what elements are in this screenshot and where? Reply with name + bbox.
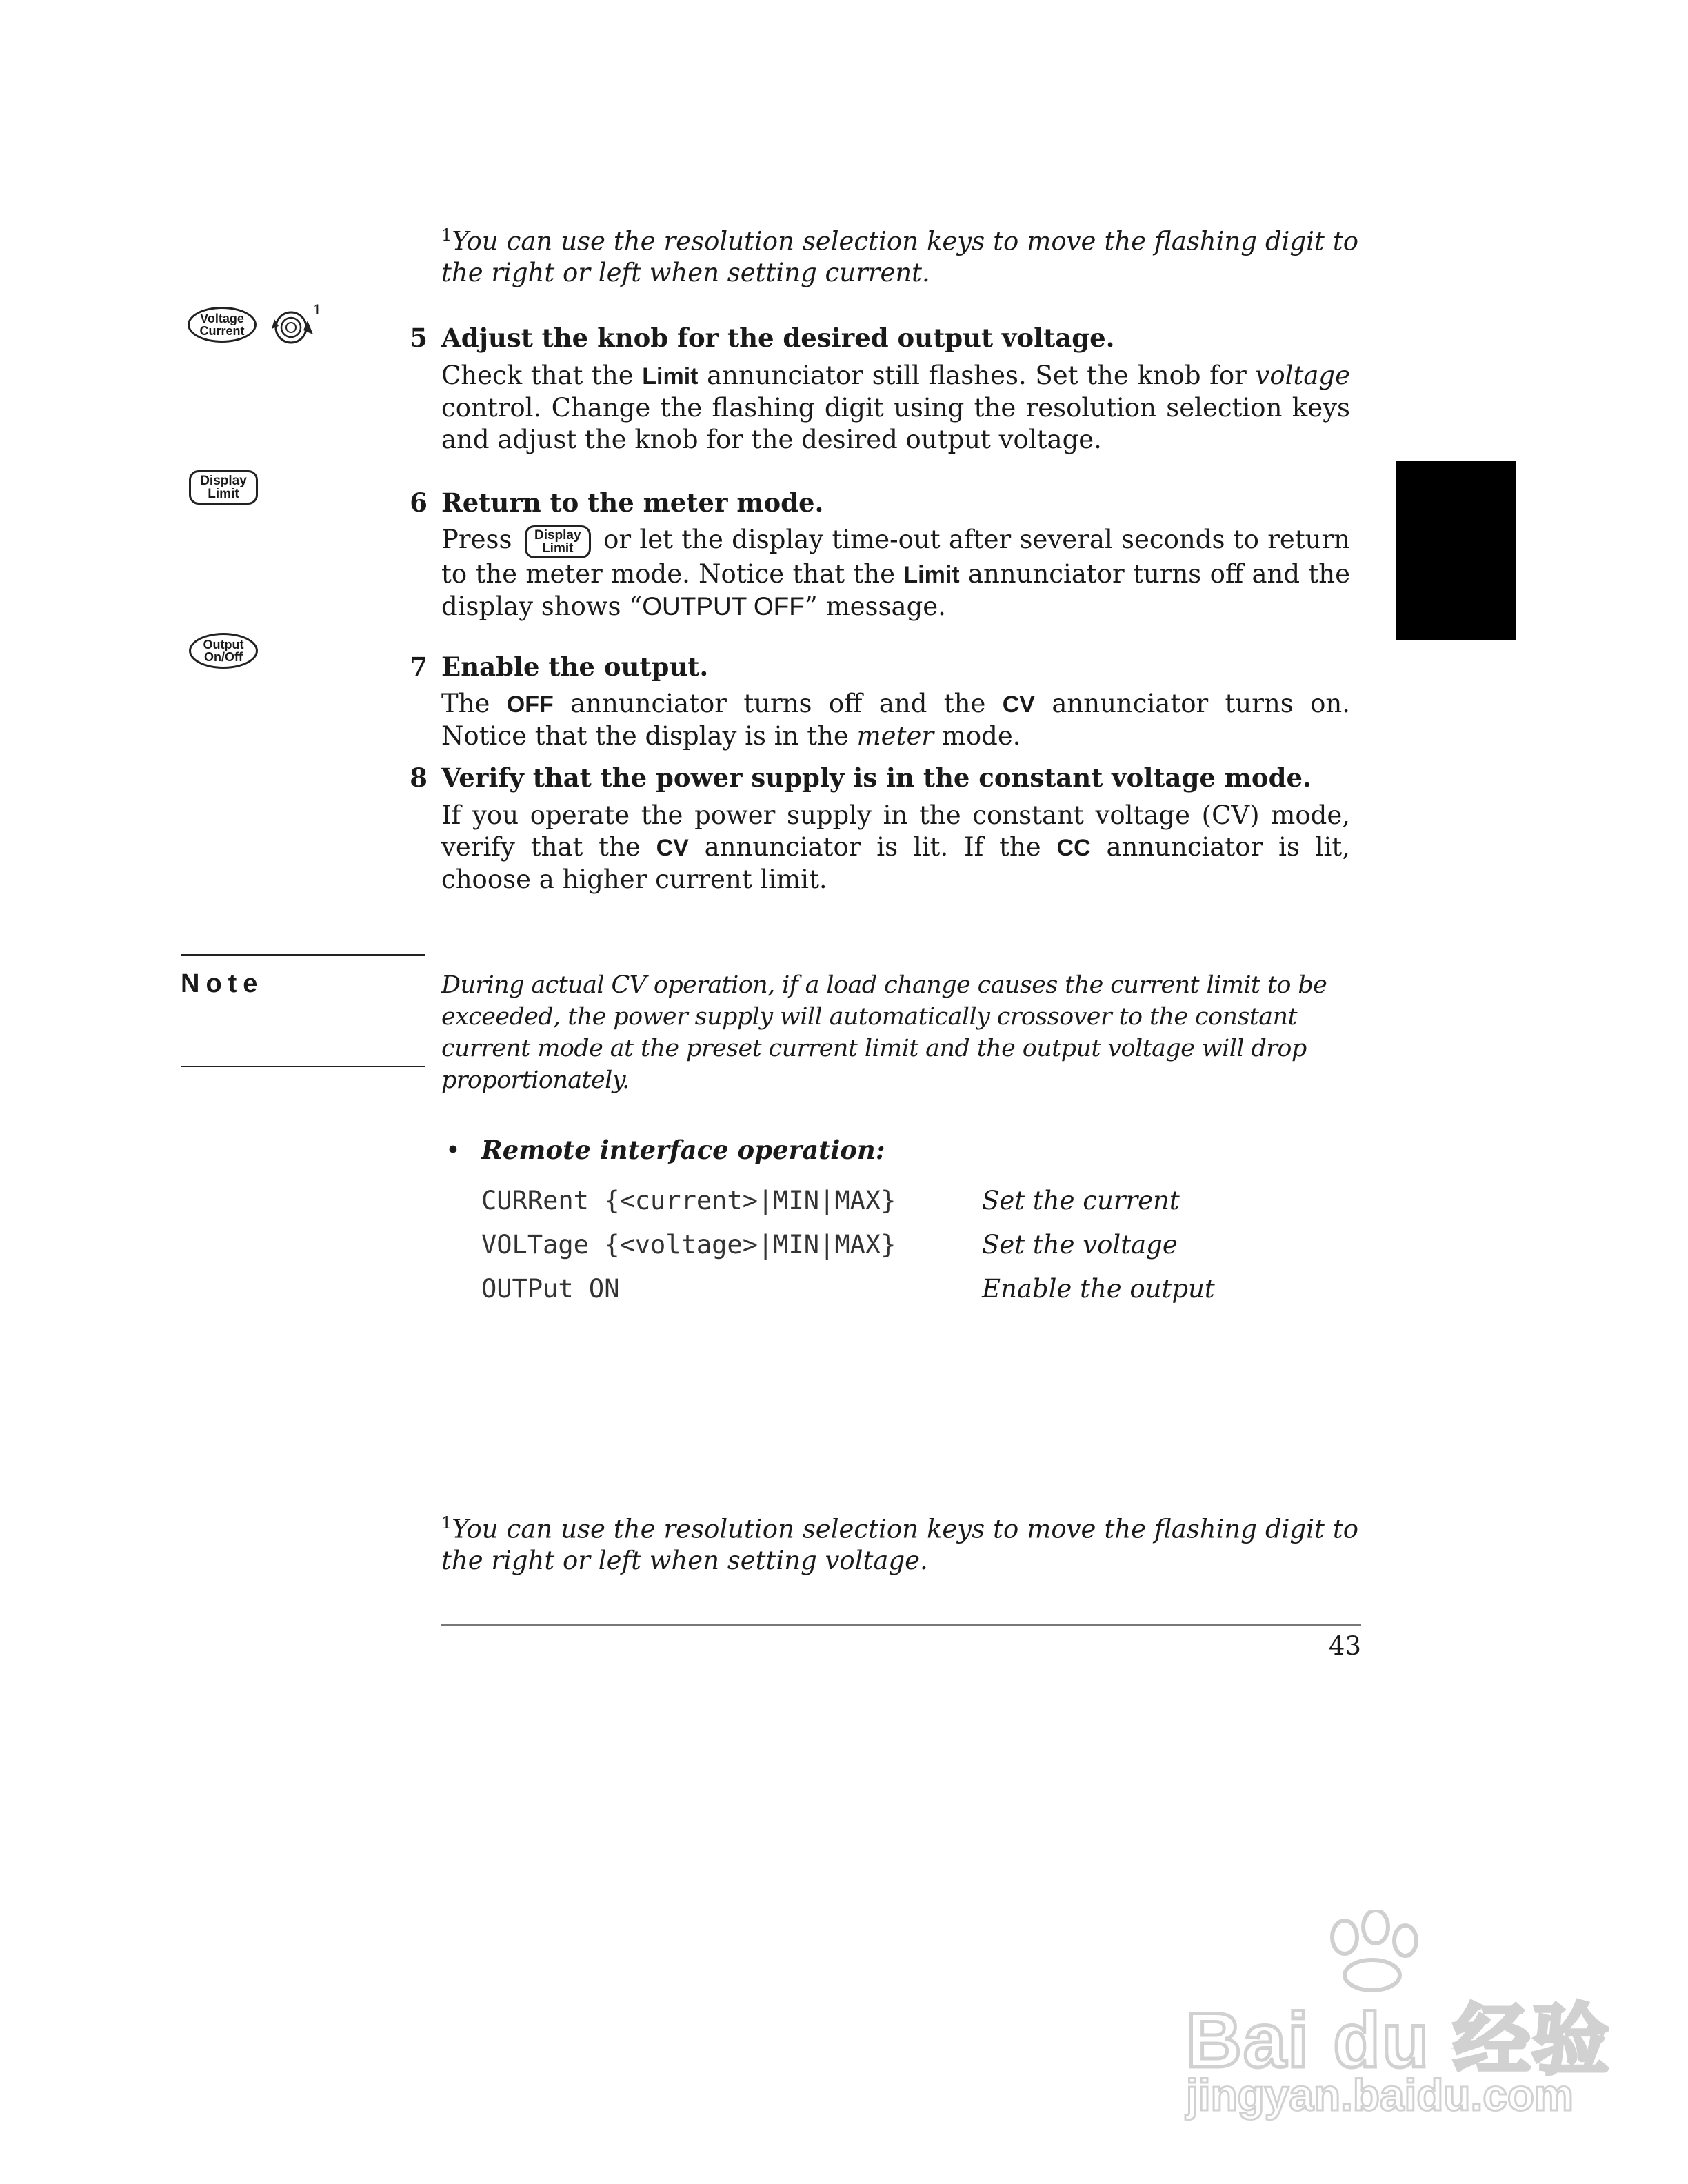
emphasis: meter [856, 721, 934, 751]
chapter-tab-marker [1396, 461, 1516, 640]
page-number: 43 [1328, 1631, 1361, 1661]
step-body [441, 800, 1350, 896]
key-line: Display [200, 474, 247, 488]
cv-annunciator: CV [656, 835, 689, 861]
key-line: Display [534, 527, 581, 543]
text-run: mode. [941, 721, 1021, 751]
text-run: Check that the [441, 361, 634, 390]
remote-heading [445, 1135, 885, 1165]
command: VOLTage {<voltage>|MIN|MAX} [481, 1230, 896, 1260]
key-line: Limit [542, 540, 574, 556]
step-body [441, 360, 1350, 456]
emphasis: voltage [1255, 361, 1350, 390]
watermark-brand: Bai du 经验 [1186, 1997, 1611, 2083]
text-run: ” message. [804, 591, 946, 621]
command-description: Set the voltage [982, 1230, 1178, 1260]
text-run: annunciator turns off and the display shows “ [441, 558, 1350, 621]
command-table [481, 1179, 1378, 1311]
text-run: The [441, 689, 490, 718]
remote-heading-text: Remote interface operation: [481, 1135, 885, 1165]
footnote-text: You can use the resolution selection keys to move the flashing digit to the right or left when setting voltage. [441, 1514, 1358, 1576]
display-limit-key-inline [525, 525, 591, 558]
voltage-current-key-group [188, 301, 332, 347]
step-body [441, 524, 1350, 623]
note-rule-bottom [181, 1066, 425, 1067]
key-line: Voltage [200, 312, 244, 325]
note-rule-top [181, 954, 425, 956]
note-text: During actual CV operation, if a load change causes the current limit to be exceeded, the power supply will automatically crossover to the constant current mode at the preset current limit and the output voltage will drop proportionately. [441, 971, 1327, 1094]
command-row [481, 1223, 1378, 1267]
knob-marker: 1 [313, 301, 322, 318]
text-run: control. Change the flashing digit using the resolution selection keys and adjust the knob for the desired output voltage. [441, 393, 1350, 454]
cc-annunciator: CC [1056, 835, 1091, 861]
command-row [481, 1267, 1378, 1311]
command: OUTPut ON [481, 1274, 620, 1304]
footnote-text: You can use the resolution selection keys to move the flashing digit to the right or left when setting current. [441, 226, 1358, 288]
limit-annunciator: Limit [642, 363, 699, 390]
key-line: On/Off [204, 650, 243, 664]
text-run: annunciator still flashes. Set the knob for [707, 361, 1247, 390]
footnote-top [441, 219, 1358, 289]
command-description: Set the current [982, 1186, 1180, 1215]
command: CURRent {<current>|MIN|MAX} [481, 1186, 896, 1215]
cv-annunciator: CV [1002, 691, 1035, 718]
text-run: If you operate the power supply in the constant voltage (CV) mode, verify that the [441, 800, 1350, 862]
watermark [1186, 1910, 1611, 2120]
key-line: Limit [208, 487, 239, 501]
text-run: annunciator is lit, choose a higher current limit. [441, 832, 1350, 894]
step-number: 5 [410, 323, 428, 353]
footer-rule [441, 1624, 1361, 1626]
footnote-marker: 1 [441, 225, 452, 245]
step-heading: Verify that the power supply is in the constant voltage mode. [441, 762, 1312, 793]
note-label: Note [181, 969, 264, 998]
text-run: annunciator turns off and the [570, 689, 986, 718]
text-run: or let the display time-out after several seconds to return to the meter mode. Notice that the [441, 525, 1350, 589]
display-limit-key [189, 470, 258, 505]
command-row [481, 1179, 1378, 1223]
command-description: Enable the output [982, 1274, 1215, 1304]
step-heading: Enable the output. [441, 651, 709, 682]
text-run: annunciator turns on. Notice that the display is in the [441, 689, 1350, 751]
footnote-marker: 1 [441, 1513, 452, 1533]
step-number: 8 [410, 762, 428, 793]
step-number: 6 [410, 487, 428, 518]
off-annunciator: OFF [506, 691, 554, 718]
bullet: • [445, 1135, 461, 1165]
step-body [441, 688, 1350, 752]
step-heading: Adjust the knob for the desired output voltage. [441, 323, 1115, 353]
display-message: OUTPUT OFF [642, 592, 805, 620]
watermark-url: jingyan.baidu.com [1186, 2070, 1574, 2120]
text-run: annunciator is lit. If the [704, 832, 1041, 862]
step-number: 7 [410, 651, 428, 682]
footnote-bottom [441, 1507, 1358, 1577]
step-heading: Return to the meter mode. [441, 487, 824, 518]
key-line: Current [199, 324, 245, 338]
limit-annunciator: Limit [903, 561, 960, 588]
output-onoff-key [189, 633, 258, 669]
text-run: Press [441, 525, 512, 554]
key-line: Output [203, 638, 244, 651]
voltage-current-key [188, 307, 257, 343]
